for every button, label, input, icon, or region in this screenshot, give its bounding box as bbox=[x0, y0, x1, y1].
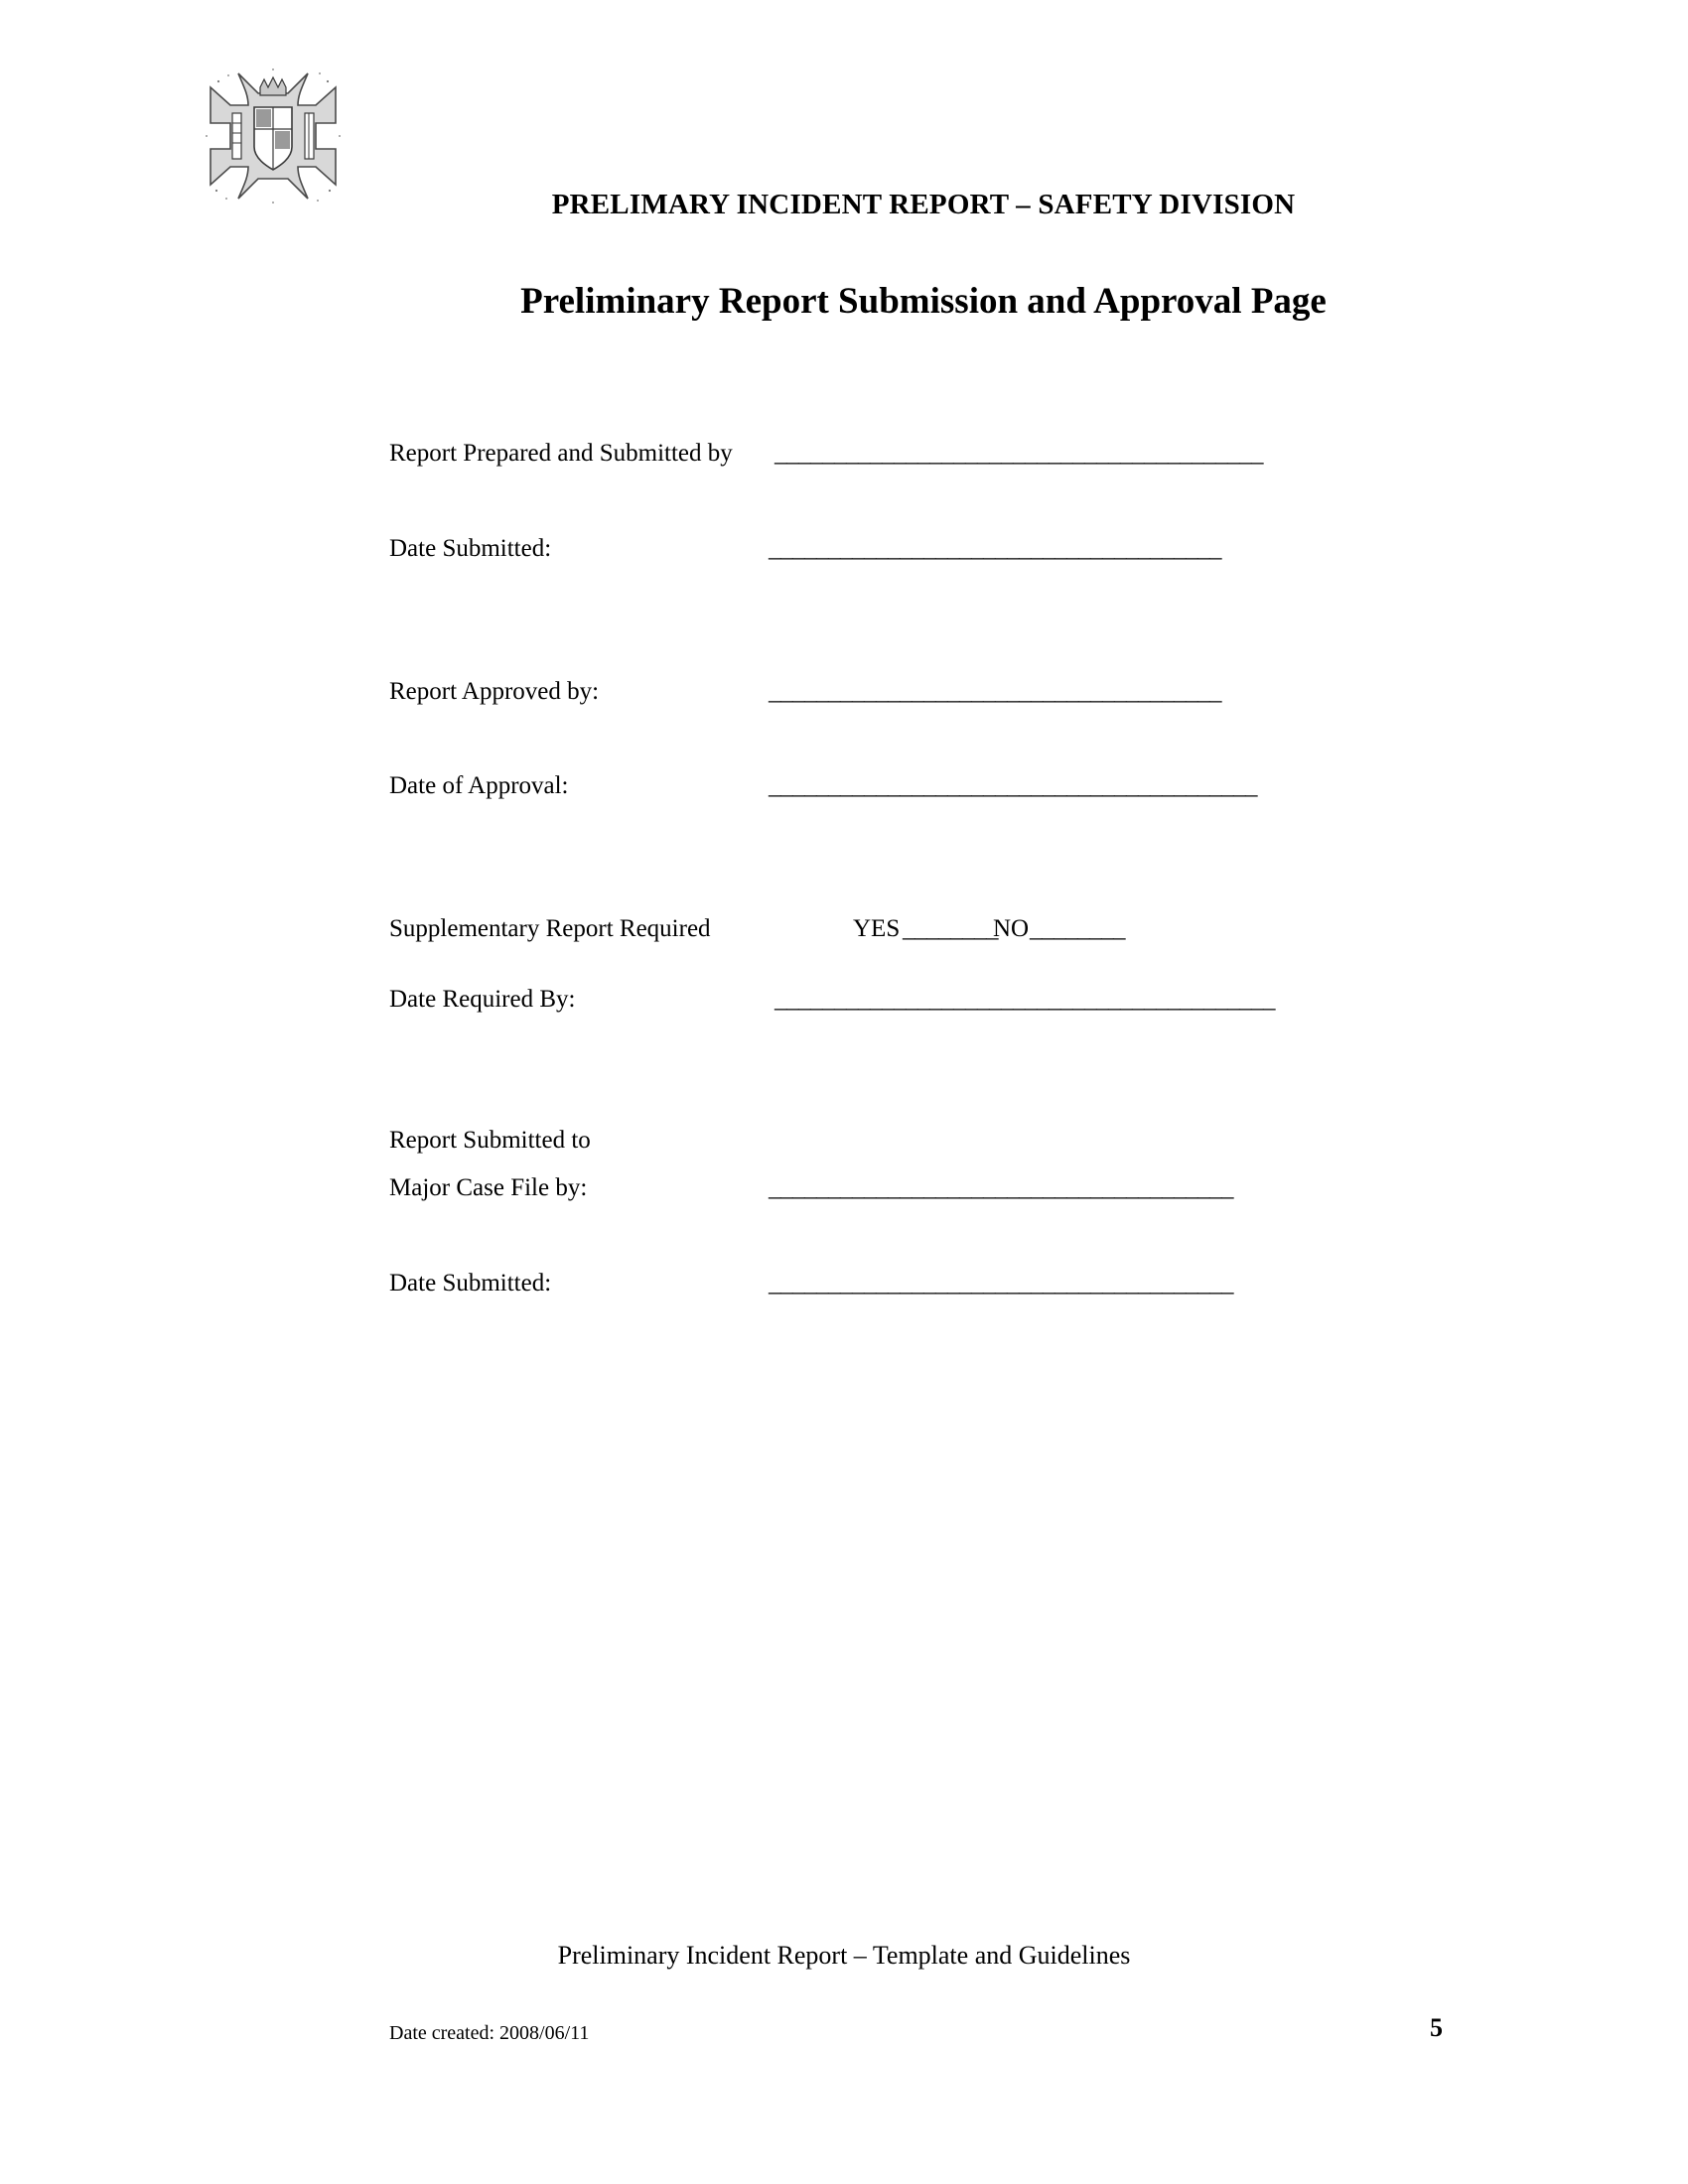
field-blank-date-submitted-2[interactable]: _______________________________________ bbox=[769, 1270, 1233, 1297]
field-option-yes-label: YES bbox=[853, 915, 901, 942]
field-option-no-label: NO bbox=[993, 915, 1030, 942]
field-blank-approved-by[interactable]: ______________________________________ bbox=[769, 678, 1221, 705]
field-row-major-case-file-by bbox=[389, 1171, 1382, 1205]
field-row-supplementary-required bbox=[389, 912, 1382, 946]
field-blank-date-approval[interactable]: _________________________________________ bbox=[769, 772, 1257, 799]
field-blank-date-required-by[interactable]: __________________________________________ bbox=[774, 986, 1275, 1013]
field-blank-major-case-file-by[interactable]: _______________________________________ bbox=[769, 1174, 1233, 1201]
field-row-submitted-to-line1 bbox=[389, 1124, 1382, 1158]
field-label-date-approval: Date of Approval: bbox=[389, 772, 569, 799]
document-title-secondary: Preliminary Report Submission and Approval Page bbox=[520, 281, 1327, 322]
form-fields bbox=[389, 437, 1382, 1300]
footer-date-created: Date created: 2008/06/11 bbox=[389, 2022, 590, 2044]
field-blank-yes[interactable]: ________ bbox=[903, 915, 998, 942]
field-label-major-case-file-by: Major Case File by: bbox=[389, 1174, 588, 1201]
footer-document-title: Preliminary Incident Report – Template and Guidelines bbox=[557, 1941, 1131, 1970]
field-label-date-submitted-2: Date Submitted: bbox=[389, 1270, 552, 1297]
document-title-primary: PRELIMARY INCIDENT REPORT – SAFETY DIVISION bbox=[551, 189, 1296, 220]
field-row-prepared-by bbox=[389, 437, 1382, 471]
field-blank-prepared-by[interactable]: _________________________________________ bbox=[774, 440, 1263, 467]
field-row-approved-by bbox=[389, 675, 1382, 709]
field-label-supplementary-required: Supplementary Report Required bbox=[389, 915, 711, 942]
field-label-prepared-by: Report Prepared and Submitted by bbox=[389, 440, 733, 467]
field-row-date-required-by bbox=[389, 983, 1382, 1017]
footer-page-number: 5 bbox=[1430, 2013, 1443, 2042]
field-row-date-submitted-1 bbox=[389, 532, 1382, 566]
field-blank-date-submitted-1[interactable]: ______________________________________ bbox=[769, 535, 1221, 562]
field-label-date-submitted-1: Date Submitted: bbox=[389, 535, 552, 562]
field-row-date-approval bbox=[389, 769, 1382, 803]
field-label-date-required-by: Date Required By: bbox=[389, 986, 576, 1013]
field-blank-no[interactable]: ________ bbox=[1030, 915, 1125, 942]
field-row-date-submitted-2 bbox=[389, 1267, 1382, 1300]
field-label-approved-by: Report Approved by: bbox=[389, 678, 600, 705]
maltese-cross-fire-department-crest-icon bbox=[199, 62, 348, 210]
field-label-submitted-to: Report Submitted to bbox=[389, 1127, 591, 1154]
